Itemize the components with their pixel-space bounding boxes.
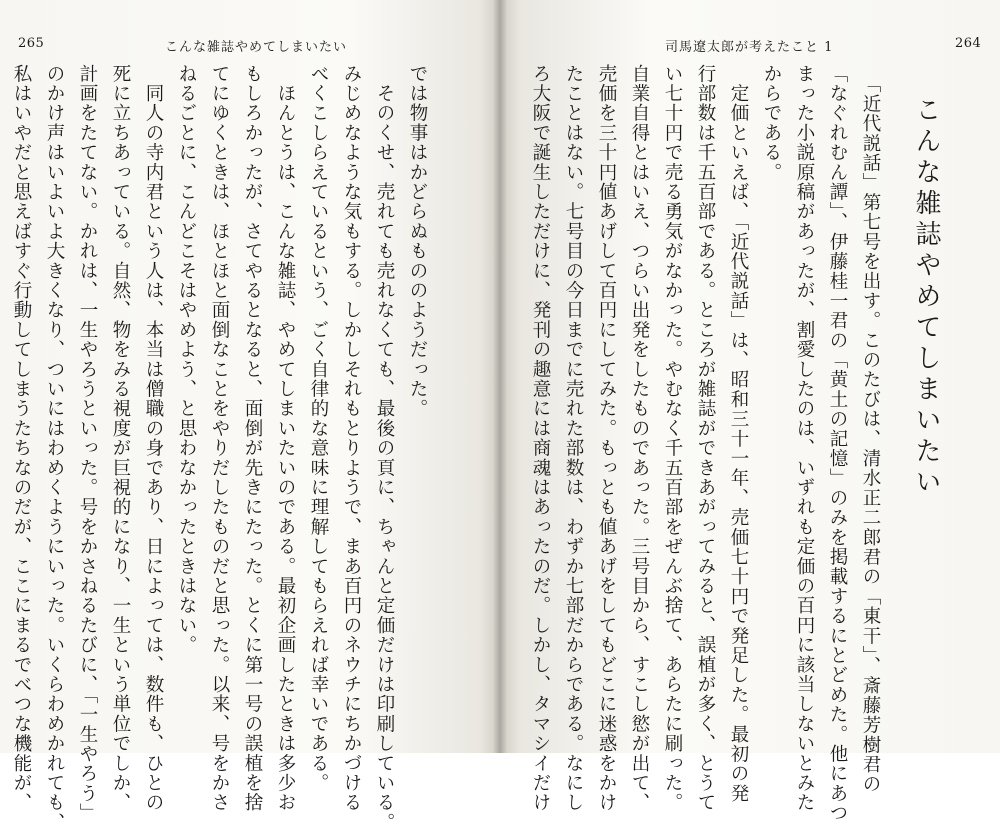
- text-line: 計画をたてない。かれは、一生やろうといった。号をかさねるたびに、「一生やろう」: [77, 64, 98, 824]
- text-line: のかけ声はいよいよ大きくなり、ついにはわめくようにいった。いくらわめかれても、: [44, 64, 65, 832]
- right-body-text: [530, 64, 887, 824]
- text-line: 同人の寺内君という人は、本当は僧職の身であり、日によっては、数件も、ひとの: [143, 64, 164, 813]
- text-line: い七十円で売る勇気がなかった。やむなく千五百部をぜんぶ捨て、あらたに刷った。: [662, 64, 683, 813]
- left-page-number: 265: [18, 36, 45, 51]
- text-line: 自業自得とはいえ、つらい出発をしたものであった。三号目から、すこし慾が出て、: [629, 64, 650, 813]
- text-line: 死に立ちあっている。自然、物をみる視度が巨視的になり、一生という単位でしか、: [110, 64, 131, 813]
- book-gutter: [493, 0, 507, 753]
- text-line: では物事はかどらぬもののようだった。: [407, 64, 428, 419]
- text-line: べくこしらえているという、ごく自律的な意味に理解してもらえれば幸いである。: [308, 64, 329, 793]
- right-page-number: 264: [955, 36, 982, 51]
- right-running-head: 司馬遼太郎が考えたこと 1: [665, 40, 834, 55]
- left-running-head: こんな雑誌やめてしまいたい: [165, 40, 348, 55]
- text-line: 売価を三十円値あげして百円にしてみた。もっとも値あげをしてもどこに迷惑をかけ: [596, 64, 617, 813]
- text-line: もしろかったが、さてやるとなると、面倒が先きにたった。とくに第一号の誤植を捨: [242, 64, 263, 813]
- text-line: そのくせ、売れても売れなくても、最後の頁に、ちゃんと定価だけは印刷している。: [374, 64, 395, 832]
- chapter-title: こんな雑誌やめてしまいたい: [911, 96, 941, 499]
- text-line: てにゆくときは、ほとほと面倒なことをやりだしたものだと思った。以来、号をかさ: [209, 64, 230, 813]
- text-line: 行部数は千五百部である。ところが雑誌ができあがってみると、誤植が多く、とうて: [695, 64, 716, 813]
- text-line: まった小説原稿があったが、割愛したのは、いずれも定価の百円に該当しないとみた: [794, 64, 815, 813]
- text-line: たことはない。七号目の今日までに売れた部数は、わずか七部だからである。なにし: [563, 64, 584, 813]
- text-line: 「なぐれむん譚」、伊藤桂一君の「黄土の記憶」のみを掲載するにとどめた。他にあつ: [827, 64, 848, 824]
- text-line: ろ大阪で誕生しただけに、発刊の趣意には商魂はあったのだ。しかし、タマシイだけ: [530, 64, 551, 813]
- text-line: 定価といえば、「近代説話」は、昭和三十一年、売価七十円で発足した。最初の発: [728, 64, 749, 804]
- text-line: ねるごとに、こんどこそはやめよう、と思わなかったときはない。: [176, 64, 197, 655]
- text-line: からである。: [761, 64, 782, 183]
- left-body-text: [11, 64, 434, 832]
- text-line: 「近代説話」第七号を出す。このたびは、清水正二郎君の「東干」、斎藤芳樹君の: [860, 64, 881, 795]
- text-line: ほんとうは、こんな雑誌、やめてしまいたいのである。最初企画したときは多少お: [275, 64, 296, 813]
- text-line: みじめなような気もする。しかしそれもとりようで、まあ百円のネウチにちかづける: [341, 64, 362, 813]
- text-line: 私はいやだと思えばすぐ行動してしまうたちなのだが、ここにまるでべつな機能が、: [11, 64, 32, 813]
